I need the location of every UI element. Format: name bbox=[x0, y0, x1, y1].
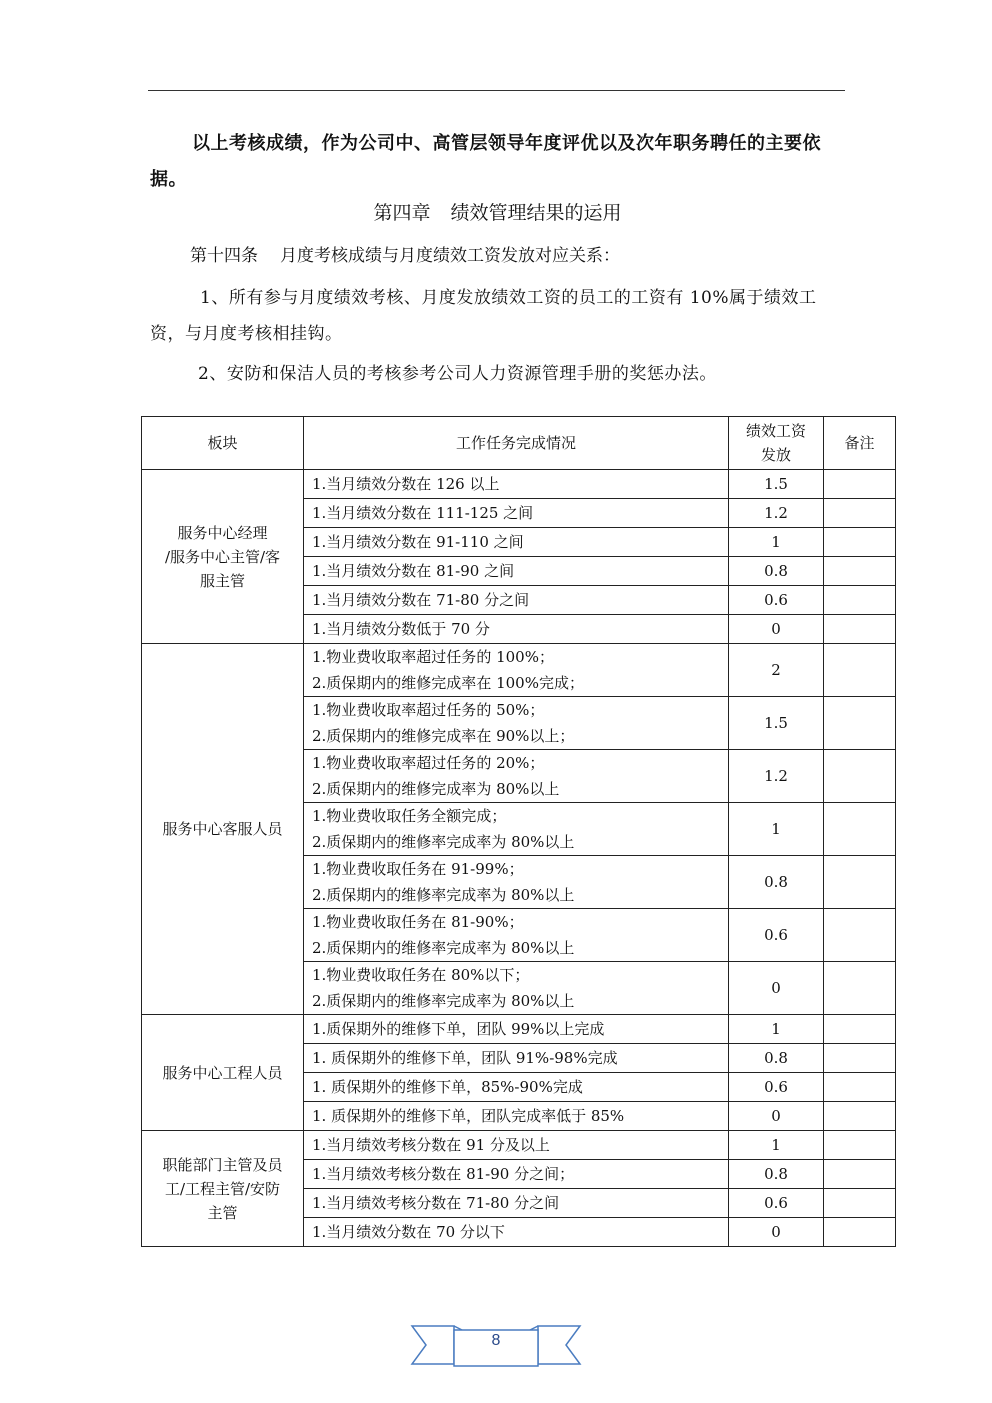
remark-cell bbox=[824, 615, 896, 644]
pay-cell: 0.8 bbox=[729, 1044, 824, 1073]
task-cell bbox=[304, 499, 729, 528]
task-cell bbox=[304, 1102, 729, 1131]
remark-cell bbox=[824, 1044, 896, 1073]
pay-cell: 0.8 bbox=[729, 856, 824, 909]
pay-cell: 0.8 bbox=[729, 1160, 824, 1189]
task-cell bbox=[304, 697, 729, 750]
remark-cell bbox=[824, 750, 896, 803]
point-2-paragraph: 2、安防和保洁人员的考核参考公司人力资源管理手册的奖惩办法。 bbox=[198, 364, 717, 384]
pay-cell: 0 bbox=[729, 1218, 824, 1247]
article-number: 第十四条 bbox=[190, 246, 258, 266]
task-line: 1.物业费收取任务在 81-90%； bbox=[312, 913, 524, 931]
point-1-paragraph: 1、所有参与月度绩效考核、月度发放绩效工资的员工的工资有 10%属于绩效工资，与月度考核相挂钩。 bbox=[150, 288, 817, 344]
article-heading bbox=[190, 240, 620, 272]
task-line: 1.物业费收取率超过任务的 50%； bbox=[312, 701, 545, 719]
pay-cell: 1.2 bbox=[729, 750, 824, 803]
task-line: 2.质保期内的维修完成率在 100%完成； bbox=[312, 674, 584, 692]
task-line: 1.物业费收取任务全额完成； bbox=[312, 807, 507, 825]
task-cell bbox=[304, 750, 729, 803]
task-line: 1.当月绩效分数低于 70 分 bbox=[312, 620, 490, 638]
task-cell bbox=[304, 856, 729, 909]
header-rule bbox=[148, 90, 845, 91]
chapter-number: 第四章 bbox=[373, 202, 431, 224]
pay-cell: 0 bbox=[729, 962, 824, 1015]
header-pay-line1: 绩效工资 bbox=[745, 422, 806, 440]
remark-cell bbox=[824, 1102, 896, 1131]
header-pay-line2: 发放 bbox=[760, 446, 791, 464]
pay-cell: 1 bbox=[729, 1131, 824, 1160]
task-line: 2.质保期内的维修率完成率为 80%以上 bbox=[312, 992, 575, 1010]
remark-cell bbox=[824, 909, 896, 962]
table-body bbox=[142, 470, 896, 1247]
header-pay bbox=[729, 417, 824, 470]
task-line: 1.当月绩效分数在 81-90 之间 bbox=[312, 562, 515, 580]
task-line: 2.质保期内的维修率完成率为 80%以上 bbox=[312, 833, 575, 851]
remark-cell bbox=[824, 528, 896, 557]
table-row bbox=[142, 1131, 896, 1160]
task-line: 1. 质保期外的维修下单，团队 91%-98%完成 bbox=[312, 1049, 618, 1067]
group-name-line: 服务中心客服人员 bbox=[162, 820, 283, 838]
task-line: 1.物业费收取任务在 80%以下； bbox=[312, 966, 530, 984]
remark-cell bbox=[824, 856, 896, 909]
pay-cell: 0 bbox=[729, 615, 824, 644]
task-line: 1.当月绩效考核分数在 91 分及以上 bbox=[312, 1136, 550, 1154]
task-line: 1.物业费收取率超过任务的 20%； bbox=[312, 754, 545, 772]
group-name-line: 服务中心工程人员 bbox=[162, 1063, 283, 1082]
task-cell bbox=[304, 1073, 729, 1102]
task-line: 1.当月绩效考核分数在 81-90 分之间； bbox=[312, 1165, 575, 1183]
pay-cell: 1 bbox=[729, 1015, 824, 1044]
task-line: 1.当月绩效分数在 70 分以下 bbox=[312, 1223, 505, 1241]
task-cell bbox=[304, 1044, 729, 1073]
pay-cell: 0.6 bbox=[729, 1189, 824, 1218]
task-cell bbox=[304, 803, 729, 856]
task-cell bbox=[304, 1218, 729, 1247]
group-name-line: 服主管 bbox=[199, 571, 245, 590]
task-cell bbox=[304, 470, 729, 499]
task-line: 1. 质保期外的维修下单，85%-90%完成 bbox=[312, 1078, 583, 1096]
task-line: 1.物业费收取率超过任务的 100%； bbox=[312, 648, 554, 666]
task-line: 1. 质保期外的维修下单，团队完成率低于 85% bbox=[312, 1107, 625, 1125]
task-cell bbox=[304, 644, 729, 697]
group-name bbox=[142, 470, 304, 644]
pay-cell: 1.5 bbox=[729, 470, 824, 499]
pay-cell: 0.8 bbox=[729, 557, 824, 586]
task-cell bbox=[304, 528, 729, 557]
task-line: 1.质保期外的维修下单，团队 99%以上完成 bbox=[312, 1020, 605, 1038]
table-row bbox=[142, 1015, 896, 1044]
remark-cell bbox=[824, 586, 896, 615]
header-task: 工作任务完成情况 bbox=[304, 417, 729, 470]
remark-cell bbox=[824, 962, 896, 1015]
remark-cell bbox=[824, 1189, 896, 1218]
header-remark: 备注 bbox=[824, 417, 896, 470]
task-line: 2.质保期内的维修率完成率为 80%以上 bbox=[312, 939, 575, 957]
task-line: 1.物业费收取任务在 91-99%； bbox=[312, 860, 524, 878]
remark-cell bbox=[824, 499, 896, 528]
remark-cell bbox=[824, 1218, 896, 1247]
page-number-ribbon bbox=[410, 1322, 582, 1368]
task-line: 2.质保期内的维修率完成率为 80%以上 bbox=[312, 886, 575, 904]
remark-cell bbox=[824, 1073, 896, 1102]
article-title: 月度考核成绩与月度绩效工资发放对应关系： bbox=[280, 246, 620, 266]
task-cell bbox=[304, 1015, 729, 1044]
remark-cell bbox=[824, 803, 896, 856]
pay-cell: 2 bbox=[729, 644, 824, 697]
pay-cell: 1 bbox=[729, 803, 824, 856]
group-name-line: 工/工程主管/安防 bbox=[164, 1179, 281, 1198]
remark-cell bbox=[824, 470, 896, 499]
header-section: 板块 bbox=[142, 417, 304, 470]
chapter-title: 绩效管理结果的运用 bbox=[450, 202, 622, 224]
group-name bbox=[142, 644, 304, 1015]
table-row bbox=[142, 644, 896, 697]
task-cell bbox=[304, 557, 729, 586]
remark-cell bbox=[824, 1015, 896, 1044]
intro-paragraph: 以上考核成绩，作为公司中、高管层领导年度评优以及次年职务聘任的主要依据。 bbox=[150, 133, 821, 190]
task-line: 2.质保期内的维修完成率为 80%以上 bbox=[312, 780, 560, 798]
table-header-row bbox=[142, 417, 896, 470]
pay-cell: 1 bbox=[729, 528, 824, 557]
table-row bbox=[142, 470, 896, 499]
task-cell bbox=[304, 615, 729, 644]
task-line: 1.当月绩效分数在 71-80 分之间 bbox=[312, 591, 530, 609]
pay-cell: 0.6 bbox=[729, 1073, 824, 1102]
performance-pay-table bbox=[141, 416, 896, 1247]
pay-cell: 0.6 bbox=[729, 909, 824, 962]
task-line: 1.当月绩效分数在 91-110 之间 bbox=[312, 533, 524, 551]
group-name-line: 服务中心经理 bbox=[177, 523, 268, 542]
chapter-heading bbox=[150, 197, 845, 229]
task-cell bbox=[304, 1131, 729, 1160]
task-cell bbox=[304, 962, 729, 1015]
task-line: 1.当月绩效分数在 111-125 之间 bbox=[312, 504, 534, 522]
group-name-line: /服务中心主管/客 bbox=[164, 547, 281, 566]
task-cell bbox=[304, 909, 729, 962]
task-cell bbox=[304, 1160, 729, 1189]
task-line: 2.质保期内的维修完成率在 90%以上； bbox=[312, 727, 575, 745]
pay-cell: 1.5 bbox=[729, 697, 824, 750]
page-number: 8 bbox=[491, 1332, 501, 1349]
pay-cell: 1.2 bbox=[729, 499, 824, 528]
task-line: 1.当月绩效考核分数在 71-80 分之间 bbox=[312, 1194, 560, 1212]
task-cell bbox=[304, 1189, 729, 1218]
pay-cell: 0 bbox=[729, 1102, 824, 1131]
remark-cell bbox=[824, 1131, 896, 1160]
group-name-line: 主管 bbox=[207, 1203, 238, 1222]
remark-cell bbox=[824, 697, 896, 750]
task-cell bbox=[304, 586, 729, 615]
group-name bbox=[142, 1131, 304, 1247]
remark-cell bbox=[824, 557, 896, 586]
pay-cell: 0.6 bbox=[729, 586, 824, 615]
group-name-line: 职能部门主管及员 bbox=[162, 1155, 283, 1174]
remark-cell bbox=[824, 1160, 896, 1189]
task-line: 1.当月绩效分数在 126 以上 bbox=[312, 475, 500, 493]
remark-cell bbox=[824, 644, 896, 697]
group-name bbox=[142, 1015, 304, 1131]
